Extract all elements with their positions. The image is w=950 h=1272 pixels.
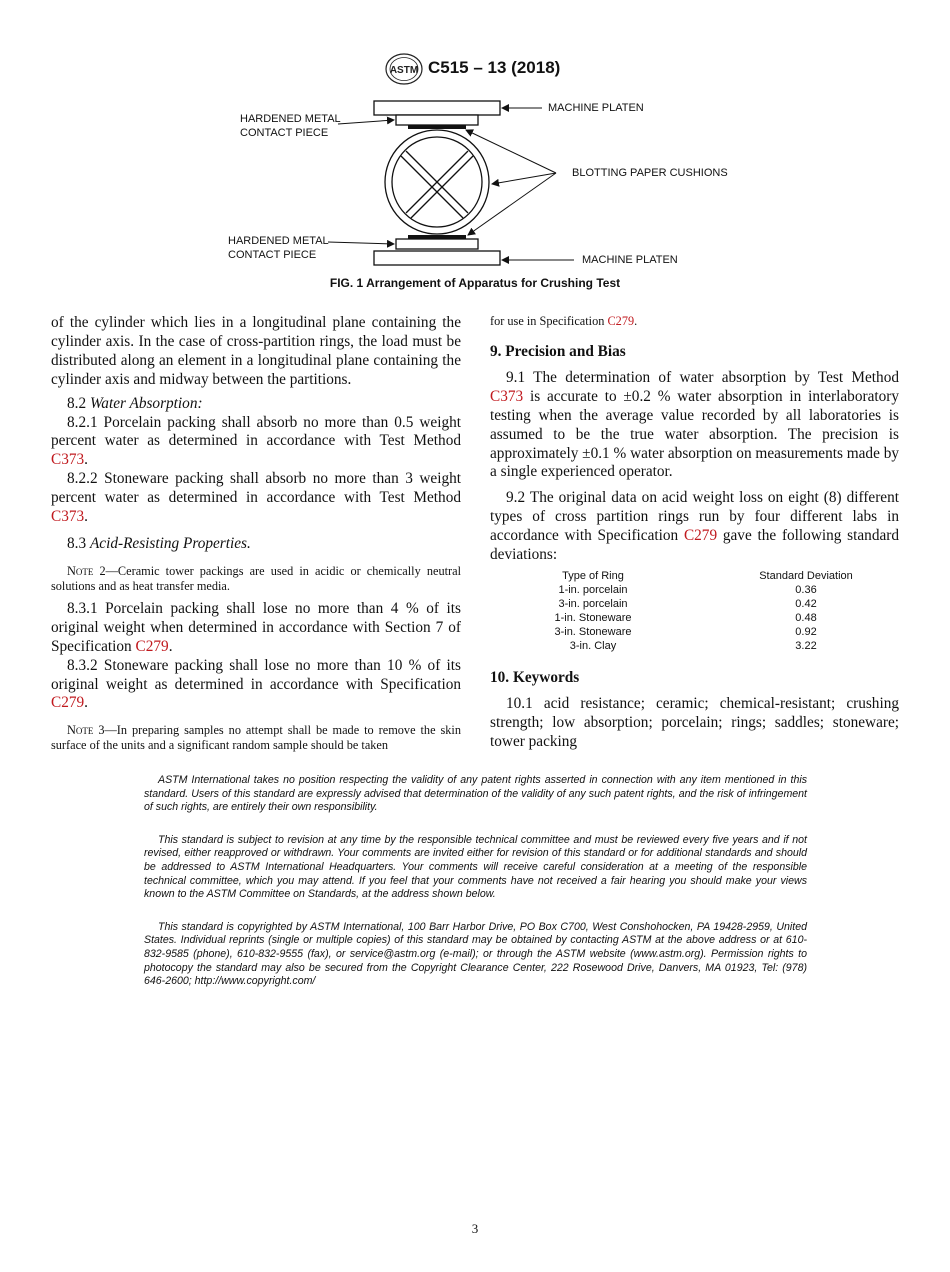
link-c279[interactable]: C279 [135, 637, 169, 655]
link-c373[interactable]: C373 [490, 387, 524, 405]
link-c279[interactable]: C279 [51, 694, 85, 712]
figure-caption: FIG. 1 Arrangement of Apparatus for Crushing Test [329, 276, 621, 290]
section-8-3-1: 8.3.1 Porcelain packing shall lose no more than 4 % of its original weight when determined in accordance with Section 7 of Specification C279. [51, 599, 461, 655]
table-row: 3-in. porcelain 0.42 [558, 597, 817, 610]
arrow-contact-bottom [328, 242, 394, 244]
crushing-test-figure [220, 96, 740, 274]
svg-text:ASTM: ASTM [389, 65, 419, 76]
left-column [51, 314, 461, 753]
link-c279[interactable]: C279 [607, 314, 635, 328]
section-8-2-1: 8.2.1 Porcelain packing shall absorb no more than 0.5 weight percent water as determined in accordance with Test Method C373. [51, 413, 461, 469]
label-platen-bottom: MACHINE PLATEN [582, 254, 678, 266]
bottom-contact-piece [396, 239, 478, 249]
top-contact-piece [396, 115, 478, 125]
footer-copyright-notice: This standard is copyrighted by ASTM International, 100 Barr Harbor Drive, PO Box C700, West Conshohocken, PA 19428-2959, United States. Individual reprints (single or multiple copies) of this standard may be obtained by contacting ASTM at the above address or at 610-832-9585 (phone), 610-832-9555 (fax), or service@astm.org (e-mail); or through the ASTM website (www.astm.org). Permission rights to photocopy the standard may also be secured from the Copyright Clearance Center, 222 Rosewood Drive, Danvers, MA 01923, Tel: (978) 646-2600; http://www.copyright.com/ [144, 920, 807, 988]
table-spacer [646, 569, 746, 583]
section-9-1: 9.1 The determination of water absorption by Test Method C373 is accurate to ±0.2 % water absorption in interlaboratory testing when the average value recorded by all laboratories is assumed to be the true water absorption. The precision is approximately ±0.1 % water absorption on measurements made by a single experienced operator. [490, 368, 899, 481]
footer-revision-notice: This standard is subject to revision at any time by the responsible technical committee and must be reviewed every five years and if not revised, either reapproved or withdrawn. Your comments are invited either for revision of this standard or for additional standards and should be addressed to ASTM International Headquarters. Your comments will receive careful consideration at a meeting of the responsible technical committee, which you may attend. If you feel that your comments have not received a fair hearing you should make your views known to the ASTM Committee on Standards, at the address shown below. [144, 833, 807, 901]
table-row: 3-in. Stoneware 0.92 [554, 625, 817, 638]
arrow-cushion-mid [492, 173, 556, 184]
note-2: Note 2—Ceramic tower packings are used in acidic or chemically neutral solutions and as heat transfer media. [51, 563, 461, 593]
standard-deviation-table [540, 569, 866, 653]
top-machine-platen [374, 101, 500, 115]
page-number: 3 [471, 1221, 479, 1236]
section-10-1: 10.1 acid resistance; ceramic; chemical-resistant; crushing strength; low absorption; porcelain; rings; saddles; stoneware; tower packing [490, 694, 899, 750]
link-c373[interactable]: C373 [51, 508, 85, 526]
section-9-heading: 9. Precision and Bias [490, 343, 626, 360]
note-3-continued: for use in Specification C279. [490, 314, 638, 328]
page-header [0, 52, 950, 88]
section-8-3-heading: 8.3 Acid-Resisting Properties. [67, 534, 251, 552]
label-contact-top: HARDENED METAL CONTACT PIECE [240, 113, 341, 139]
astm-logo [384, 52, 424, 86]
top-blotting-cushion [408, 125, 466, 129]
right-column [490, 314, 899, 752]
section-9-2: 9.2 The original data on acid weight loss on eight (8) different types of cross partition rings run by four different labs in accordance with Specification C279 gave the following standard deviations: [490, 489, 899, 564]
table-header: Standard Deviation [759, 569, 853, 582]
link-c373[interactable]: C373 [51, 451, 85, 469]
document-designation: C515 – 13 (2018) [428, 58, 561, 77]
table-row: 3-in. Clay 3.22 [569, 639, 817, 652]
label-platen-top: MACHINE PLATEN [548, 102, 644, 114]
arrow-contact-top [338, 120, 394, 124]
table-row: 1-in. Stoneware 0.48 [554, 611, 817, 624]
label-contact-bottom: HARDENED METAL CONTACT PIECE [228, 235, 329, 261]
section-8-2-2: 8.2.2 Stoneware packing shall absorb no more than 3 weight percent water as determined in accordance with Test Method C373. [51, 470, 461, 526]
label-cushions: BLOTTING PAPER CUSHIONS [572, 167, 728, 179]
section-8-2-heading: 8.2 Water Absorption: [67, 394, 203, 412]
bottom-machine-platen [374, 251, 500, 265]
section-8-3-2: 8.3.2 Stoneware packing shall lose no more than 10 % of its original weight as determined in accordance with Specification C279. [51, 656, 461, 712]
paragraph-load-distribution: of the cylinder which lies in a longitudinal plane containing the cylinder axis. In the case of cross-partition rings, the load must be distributed along an element in a longitudinal plane containing the cylinder axis and midway between the partitions. [51, 314, 461, 388]
section-10-heading: 10. Keywords [490, 668, 580, 686]
table-header: Type of Ring [562, 569, 624, 582]
link-c279[interactable]: C279 [683, 527, 718, 545]
footer-patent-notice: ASTM International takes no position respecting the validity of any patent rights asserted in connection with any item mentioned in this standard. Users of this standard are expressly advised that determination of the validity of any such patent rights, and the risk of infringement of such rights, are entirely their own responsibility. [144, 774, 807, 814]
legal-footer [144, 774, 807, 1008]
note-3: Note 3—In preparing samples no attempt shall be made to remove the skin surface of the units and a significant random sample should be taken [51, 723, 461, 753]
table-row: 1-in. porcelain 0.36 [558, 583, 817, 596]
